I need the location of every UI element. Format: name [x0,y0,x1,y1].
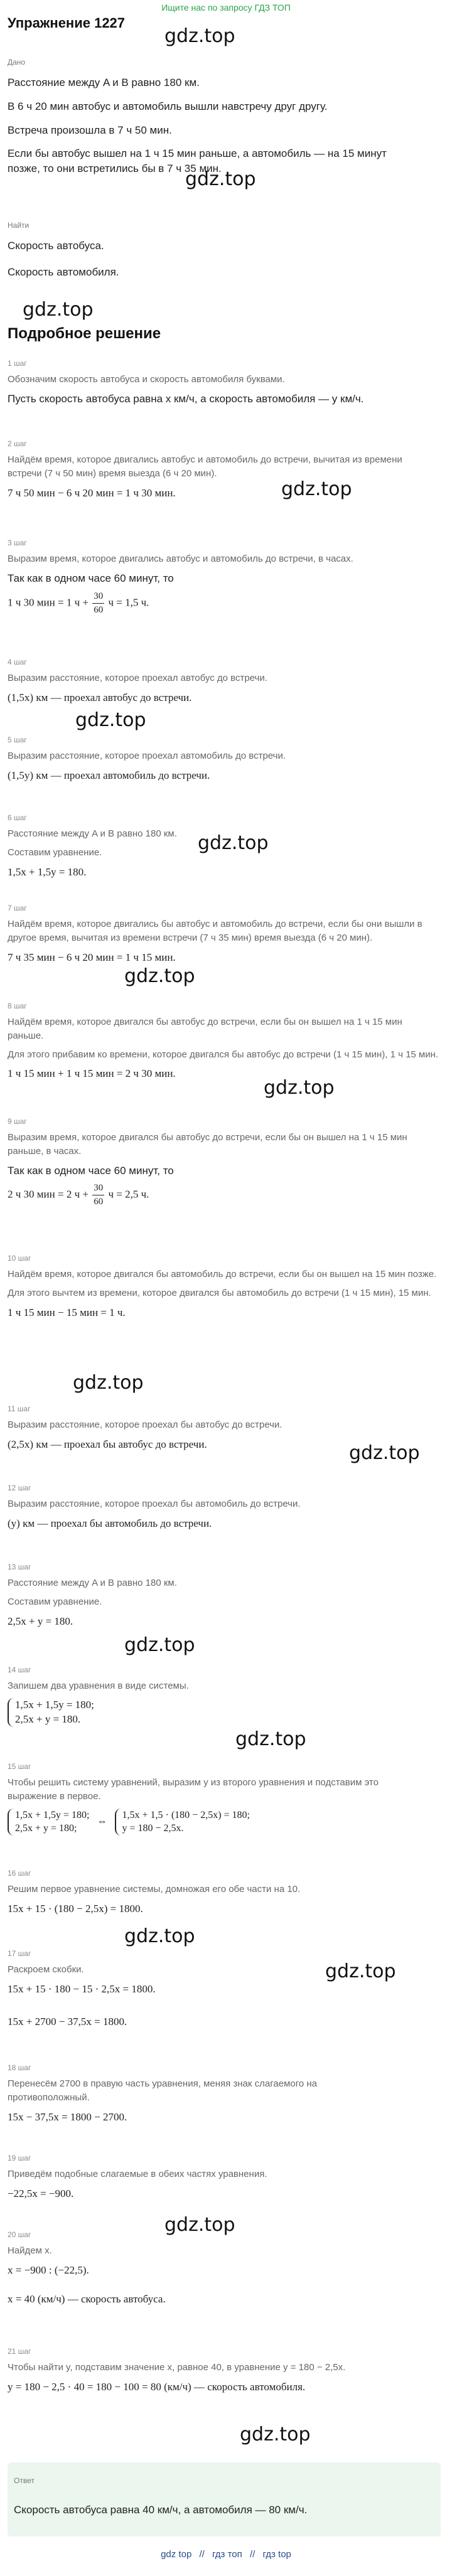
step-18 [8,2063,441,2124]
given-block [8,58,441,176]
step-note: Найдём время, которое двигался бы автобус до встречи, если бы он вышел на 1 ч 15 мин раньше. [8,1017,402,1041]
step-label: 16 шаг [8,1869,31,1878]
step-9 [8,1117,441,1209]
watermark: gdz.top [164,2214,235,2236]
step-line: x = −900 : (−22,5). [8,2263,89,2276]
step-line: 7 ч 35 мин − 6 ч 20 мин = 1 ч 15 мин. [8,951,176,963]
step-line: y = 180 − 2,5 · 40 = 180 − 100 = 80 (км/ч) — скорость автомобиля. [8,2380,306,2393]
watermark: gdz.top [73,1372,144,1394]
given-line: Расстояние между A и B равно 180 км. [8,77,200,88]
given-label: Дано [8,58,26,67]
system-equation: 1,5x + 1,5y = 180; [15,1809,90,1820]
step-15 [8,1762,441,1836]
formula-part: ч = 2,5 ч. [105,1188,149,1200]
step-label: 3 шаг [8,538,27,547]
step-7 [8,904,441,965]
step-13 [8,1563,441,1628]
watermark: gdz.top [349,1442,420,1464]
watermark: gdz.top [235,1728,306,1750]
watermark: gdz.top [281,478,352,500]
system-equation: y = 180 − 2,5x. [122,1823,184,1834]
step-line: 15x + 15 · 180 − 15 · 2,5x = 1800. [8,1982,156,1995]
step-note: Выразим расстояние, которое проехал бы автобус до встречи. [8,1419,282,1430]
watermark: gdz.top [240,2424,311,2445]
given-line: Встреча произошла в 7 ч 50 мин. [8,124,172,136]
step-note: Найдём время, которое двигались бы автобус и автомобиль до встречи, если бы они вышли в другое время, вычитая из времени встречи (7 ч 35 мин) время выезда (6 ч 20 мин). [8,919,422,943]
step-line: 1 ч 15 мин − 15 мин = 1 ч. [8,1306,126,1318]
step-note: Раскроем скобки. [8,1964,84,1975]
step-21 [8,2347,441,2395]
solution-heading: Подробное решение [8,325,161,342]
system-equation: 1,5x + 1,5 · (180 − 2,5x) = 180; [122,1809,250,1820]
step-note: Для этого вычтем из времени, которое двигался бы автомобиль до встречи (1 ч 15 мин), 15 мин. [8,1287,431,1298]
step-note: Найдём время, которое двигался бы автомобиль до встречи, если бы он вышел на 15 мин позже. [8,1269,437,1280]
step-note: Составим уравнение. [8,1596,102,1607]
fraction-denominator: 60 [94,604,104,615]
step-label: 6 шаг [8,813,27,822]
find-line: Скорость автомобиля. [8,265,119,278]
step-line: (2,5x) км — проехал бы автобус до встречи. [8,1438,207,1450]
step-3 [8,538,441,617]
step-1 [8,359,441,407]
answer-text: Скорость автобуса равна 40 км/ч, а автомобиля — 80 км/ч. [14,2504,308,2516]
step-8 [8,1002,441,1081]
formula-part: 1 ч 30 мин = 1 ч + [8,596,92,608]
footer-link[interactable]: гдз top [262,2549,291,2560]
step-label: 21 шаг [8,2347,31,2356]
step-20 [8,2230,441,2306]
step-line: 1 ч 15 мин + 1 ч 15 мин = 2 ч 30 мин. [8,1067,176,1080]
step-note: Чтобы найти y, подставим значение x, равное 40, в уравнение y = 180 − 2,5x. [8,2362,346,2373]
step-label: 5 шаг [8,735,27,744]
step-label: 7 шаг [8,904,27,912]
watermark: gdz.top [75,709,146,731]
find-line: Скорость автобуса. [8,240,104,252]
fraction [92,1182,104,1209]
step-note: Чтобы решить систему уравнений, выразим y из второго уравнения и подставим это выражение в первое. [8,1777,379,1802]
step-note: Составим уравнение. [8,847,102,858]
find-label: Найти [8,221,30,230]
search-hint-link[interactable]: Ищите нас по запросу ГДЗ ТОП [161,3,291,13]
step-line: Пусть скорость автобуса равна x км/ч, а скорость автомобиля — y км/ч. [8,392,364,405]
footer-separator: // [249,2549,256,2560]
step-line: 15x − 37,5x = 1800 − 2700. [8,2110,127,2123]
step-line: 2,5x + y = 180. [8,1615,73,1627]
step-label: 1 шаг [8,359,27,368]
fraction [92,590,104,617]
step-label: 11 шаг [8,1404,31,1413]
step-label: 10 шаг [8,1254,31,1263]
step-5 [8,735,441,783]
step-label: 20 шаг [8,2230,31,2239]
step-note: Выразим расстояние, которое проехал бы автомобиль до встречи. [8,1499,301,1509]
step-note: Расстояние между A и B равно 180 км. [8,828,177,839]
fraction-numerator: 30 [92,590,104,604]
equivalence-sign: ⇔ [97,1816,107,1827]
step-label: 12 шаг [8,1483,31,1492]
equation-system [115,1809,250,1836]
system-equation: 1,5x + 1,5y = 180; [15,1698,94,1711]
answer-label: Ответ [14,2476,35,2485]
step-2 [8,439,441,500]
step-10 [8,1254,441,1320]
step-note: Найдем x. [8,2245,52,2256]
step-note: Решим первое уравнение системы, домножая его обе части на 10. [8,1884,301,1895]
fraction-denominator: 60 [94,1197,104,1207]
step-label: 13 шаг [8,1563,31,1571]
step-note: Обозначим скорость автобуса и скорость автомобиля буквами. [8,374,285,385]
step-note: Выразим расстояние, которое проехал автомобиль до встречи. [8,751,286,761]
step-note: Выразим время, которое двигались автобус и автомобиль до встречи, в часах. [8,553,353,564]
step-19 [8,2154,441,2201]
watermark: gdz.top [124,1634,195,1656]
step-label: 15 шаг [8,1762,31,1771]
footer-link[interactable]: gdz top [161,2549,192,2560]
watermark: gdz.top [23,299,94,321]
footer-links [0,2549,452,2560]
step-line: 15x + 2700 − 37,5x = 1800. [8,2015,127,2028]
find-block [8,221,441,280]
step-note: Найдём время, которое двигались автобус и автомобиль до встречи, вычитая из времени встречи (7 ч 50 мин) время выезда (6 ч 20 мин). [8,454,402,479]
given-line: В 6 ч 20 мин автобус и автомобиль вышли навстречу друг другу. [8,100,328,112]
watermark: gdz.top [124,965,195,987]
step-4 [8,658,441,705]
step-line: Так как в одном часе 60 минут, то [8,572,174,584]
equation-system [8,1809,90,1836]
footer-link[interactable]: гдз топ [212,2549,242,2560]
step-note: Выразим время, которое двигался бы автобус до встречи, если бы он вышел на 1 ч 15 мин раньше, в часах. [8,1132,407,1157]
step-line: −22,5x = −900. [8,2187,74,2199]
watermark: gdz.top [264,1077,335,1099]
watermark: gdz.top [198,832,269,854]
step-note: Перенесём 2700 в правую часть уравнения, меняя знак слагаемого на противоположный. [8,2078,317,2103]
footer-separator: // [199,2549,205,2560]
step-label: 18 шаг [8,2063,31,2072]
step-line: Так как в одном часе 60 минут, то [8,1164,174,1177]
watermark: gdz.top [325,1960,396,1982]
step-12 [8,1483,441,1531]
formula-part: ч = 1,5 ч. [105,596,149,608]
step-16 [8,1869,441,1916]
step-note: Расстояние между A и B равно 180 км. [8,1578,177,1588]
step-note: Для этого прибавим ко времени, которое двигался бы автобус до встречи (1 ч 15 мин), 1 ч 15 мин. [8,1049,439,1060]
step-label: 17 шаг [8,1949,31,1958]
watermark: gdz.top [164,25,235,47]
given-line: Если бы автобус вышел на 1 ч 15 мин раньше, а автомобиль — на 15 минут позже, то они встретились бы в 7 ч 35 мин. [8,147,387,175]
step-line: x = 40 (км/ч) — скорость автобуса. [8,2292,166,2305]
step-line: (y) км — проехал бы автомобиль до встречи. [8,1517,212,1529]
step-line: 7 ч 50 мин − 6 ч 20 мин = 1 ч 30 мин. [8,486,176,499]
step-line: (1,5x) км — проехал автобус до встречи. [8,691,192,703]
step-label: 14 шаг [8,1665,31,1674]
step-line: 15x + 15 · (180 − 2,5x) = 1800. [8,1902,143,1915]
step-label: 8 шаг [8,1002,27,1010]
equation-system [8,1698,94,1727]
watermark: gdz.top [185,168,256,190]
step-label: 9 шаг [8,1117,27,1126]
step-note: Выразим расстояние, которое проехал автобус до встречи. [8,673,267,683]
step-line: (1,5y) км — проехал автомобиль до встречи. [8,769,210,781]
top-bar [0,0,452,15]
step-note: Приведём подобные слагаемые в обеих частях уравнения. [8,2169,267,2179]
system-equation: 2,5x + y = 180. [15,1713,81,1725]
system-equation: 2,5x + y = 180; [15,1823,77,1834]
step-line: 1,5x + 1,5y = 180. [8,865,87,878]
step-17 [8,1949,441,2029]
answer-box [8,2462,441,2536]
exercise-title: Упражнение 1227 [8,15,126,31]
formula-part: 2 ч 30 мин = 2 ч + [8,1188,92,1200]
fraction-numerator: 30 [92,1182,104,1195]
watermark: gdz.top [124,1925,195,1947]
step-note: Запишем два уравнения в виде системы. [8,1681,189,1691]
step-14 [8,1665,441,1727]
step-label: 2 шаг [8,439,27,448]
step-label: 19 шаг [8,2154,31,2162]
step-label: 4 шаг [8,658,27,666]
